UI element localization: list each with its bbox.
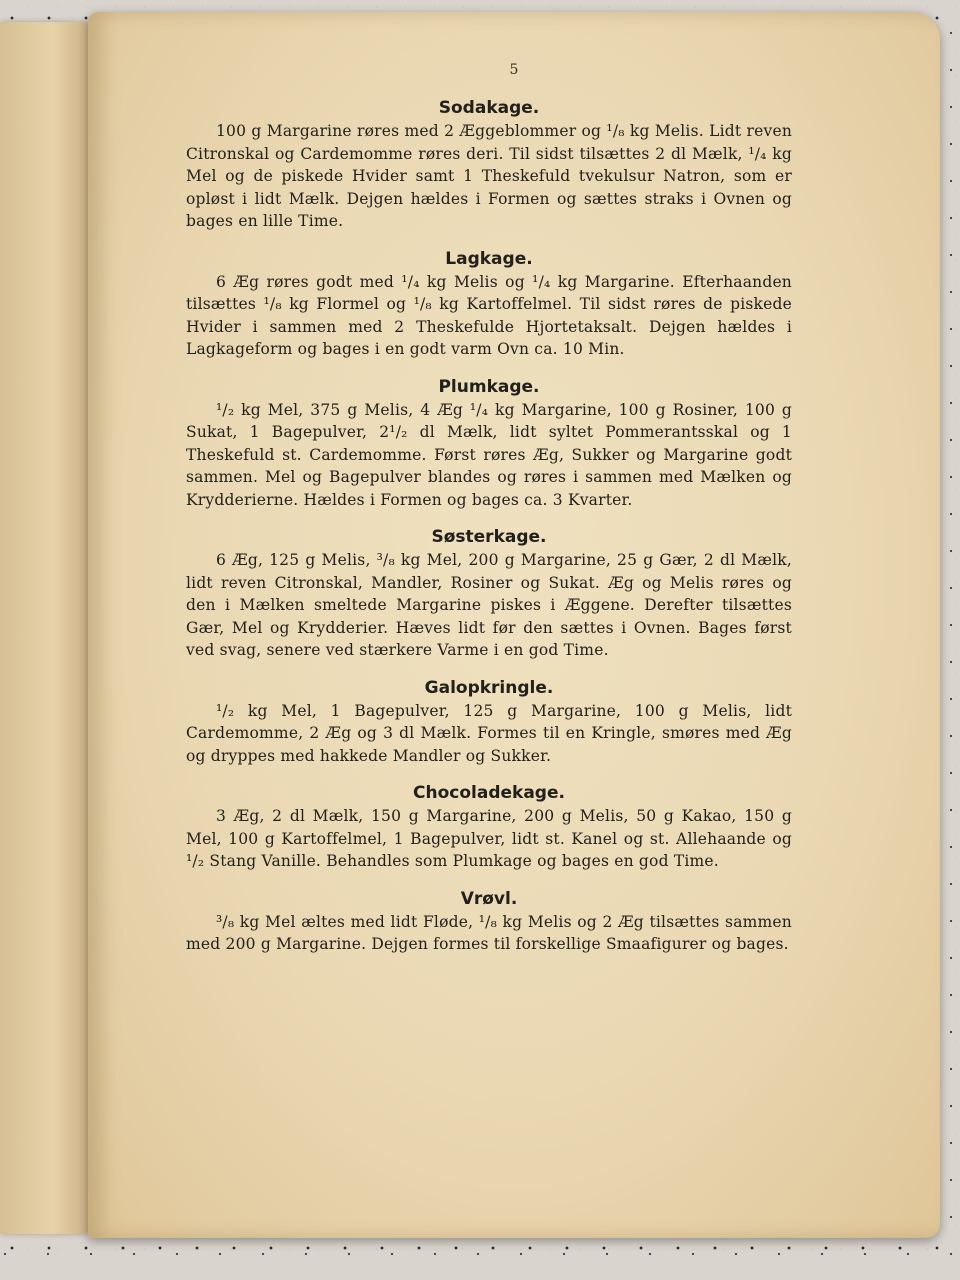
recipe-chocoladekage bbox=[186, 783, 792, 873]
recipe-list bbox=[186, 98, 792, 972]
recipe-sodakage bbox=[186, 98, 792, 233]
recipe-title: Lagkage. bbox=[445, 248, 533, 269]
recipe-galopkringle bbox=[186, 678, 792, 768]
recipe-title: Sodakage. bbox=[438, 98, 540, 118]
recipe-text: ³/₈ kg Mel æltes med lidt Fløde, ¹/₈ kg Melis og 2 Æg tilsættes sammen med 200 g Margarine. Dejgen formes til forskellige Smaafigurer og bages. bbox=[186, 912, 792, 953]
facing-page-edge bbox=[0, 22, 88, 1234]
recipe-title: Galopkringle. bbox=[424, 677, 554, 698]
recipe-text: 3 Æg, 2 dl Mælk, 150 g Margarine, 200 g Melis, 50 g Kakao, 150 g Mel, 100 g Kartoffelmel, 1 Bagepulver, lidt st. Kanel og st. Allehaande og ¹/₂ Stang Vanille. Behandles som Plumkage og bages en god Time. bbox=[186, 807, 792, 870]
recipe-title: Søsterkage. bbox=[431, 527, 547, 547]
recipe-text: ¹/₂ kg Mel, 1 Bagepulver, 125 g Margarine, 100 g Melis, lidt Cardemomme, 2 Æg og 3 dl Mælk. Formes til en Kringle, smøres med Æg og dryppes med hakkede Mandler og Sukker. bbox=[186, 701, 792, 765]
recipe-text: 100 g Margarine røres med 2 Æggeblommer og ¹/₈ kg Melis. Lidt reven Citronskal og Cardemomme røres deri. Til sidst tilsættes 2 dl Mælk, ¹/₄ kg Mel og de piskede Hvider samt 1 Theskefuld tvekulsur Natron, som er opløst i lidt Mælk. Dejgen hældes i Formen og sættes straks i Ovnen og bages en lille Time. bbox=[186, 122, 792, 230]
recipe-soesterkage bbox=[186, 527, 792, 662]
recipe-title: Chocoladekage. bbox=[413, 783, 565, 803]
recipe-text: 6 Æg røres godt med ¹/₄ kg Melis og ¹/₄ kg Margarine. Efterhaanden tilsættes ¹/₈ kg Flormel og ¹/₈ kg Kartoffelmel. Til sidst røres de piskede Hvider i sammen med 2 Theskefulde Hjortetaksalt. Dejgen hældes i Lagkageform og bages i en godt varm Ovn ca. 10 Min. bbox=[186, 272, 792, 358]
recipe-text: ¹/₂ kg Mel, 375 g Melis, 4 Æg ¹/₄ kg Margarine, 100 g Rosiner, 100 g Sukat, 1 Bagepulver, 2¹/₂ dl Mælk, lidt syltet Pommerantsskal og 1 Theskefuld st. Cardemomme. Først røres Æg, Sukker og Margarine godt sammen. Mel og Bagepulver blandes og røres i sammen med Mælken og Krydderierne. Hældes i Formen og bages ca. 3 Kvarter. bbox=[186, 400, 792, 509]
booklet-page bbox=[88, 12, 940, 1238]
recipe-title: Plumkage. bbox=[438, 376, 540, 397]
recipe-title: Vrøvl. bbox=[460, 888, 518, 909]
recipe-text: 6 Æg, 125 g Melis, ³/₈ kg Mel, 200 g Margarine, 25 g Gær, 2 dl Mælk, lidt reven Citronskal, Mandler, Rosiner og Sukat. Æg og Melis røres og den i Mælken smeltede Margarine piskes i Æggene. Derefter tilsættes Gær, Mel og Krydderier. Hæves lidt før den sættes i Ovnen. Bages først ved svag, senere ved stærkere Varme i en god Time. bbox=[186, 551, 792, 659]
recipe-lagkage bbox=[186, 249, 792, 361]
recipe-plumkage bbox=[186, 377, 792, 512]
recipe-vroevl bbox=[186, 889, 792, 956]
page-number: 5 bbox=[509, 62, 519, 78]
